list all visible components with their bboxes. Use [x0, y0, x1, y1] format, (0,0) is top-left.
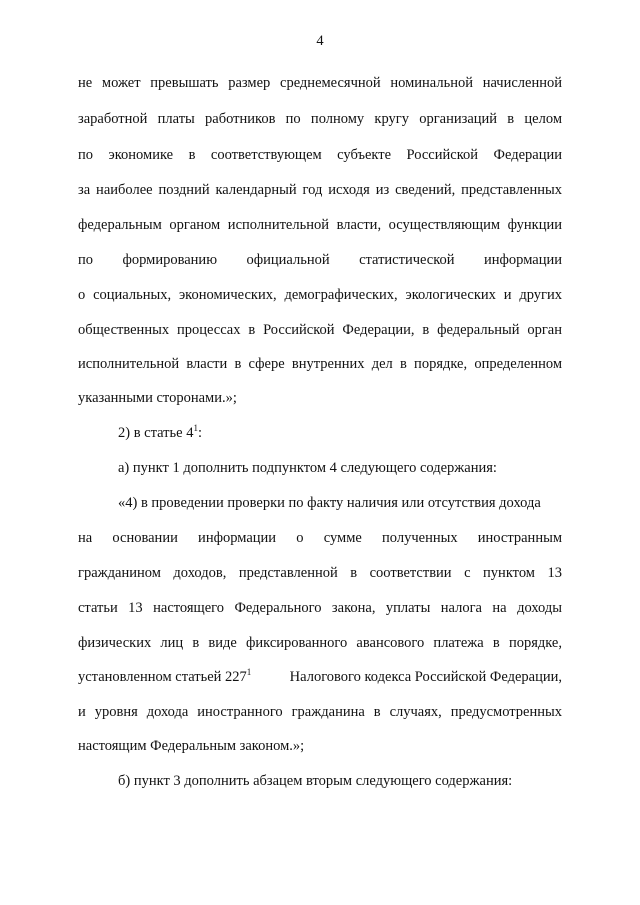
- text-line: «4) в проведении проверки по факту наличия или отсутствия дохода: [118, 495, 541, 511]
- text-line: о социальных, экономических, демографических, экологических и других: [78, 287, 562, 303]
- page-number: 4: [316, 33, 324, 49]
- text-line: не может превышать размер среднемесячной номинальной начисленной: [78, 75, 562, 91]
- text-line: статьи 13 настоящего Федерального закона, уплаты налога на доходы: [78, 600, 562, 616]
- text-line: физических лиц в виде фиксированного авансового платежа в порядке,: [78, 635, 562, 651]
- tax-line: [78, 668, 562, 686]
- text-line: на основании информации о сумме полученных иностранным: [78, 530, 562, 546]
- text-line: по экономике в соответствующем субъекте Российской Федерации: [78, 147, 562, 163]
- article-item-sup: 1: [193, 423, 198, 433]
- text-line: а) пункт 1 дополнить подпунктом 4 следующего содержания:: [118, 460, 497, 476]
- tax-line-suffix: Налогового кодекса Российской Федерации,: [289, 669, 562, 685]
- article-item-prefix: 2) в статье 4: [118, 425, 194, 441]
- tax-line-sup: 1: [246, 667, 252, 677]
- text-line: заработной платы работников по полному кругу организаций в целом: [78, 111, 562, 127]
- text-line: федеральным органом исполнительной власти, осуществляющим функции: [78, 217, 562, 233]
- text-line: б) пункт 3 дополнить абзацем вторым следующего содержания:: [118, 773, 513, 789]
- article-item: [118, 424, 202, 442]
- article-item-suffix: :: [197, 425, 202, 441]
- text-line: за наиболее поздний календарный год исходя из сведений, представленных: [78, 182, 562, 198]
- text-line: настоящим Федеральным законом.»;: [78, 738, 305, 754]
- text-line: исполнительной власти в сфере внутренних дел в порядке, определенном: [78, 356, 562, 372]
- text-line: гражданином доходов, представленной в соответствии с пунктом 13: [78, 565, 562, 581]
- tax-line-prefix: установленном статьей 227: [78, 669, 247, 685]
- text-line: общественных процессах в Российской Федерации, в федеральный орган: [78, 322, 562, 338]
- text-line: по формированию официальной статистической информации: [78, 252, 562, 268]
- text-line: указанными сторонами.»;: [78, 390, 237, 406]
- text-line: и уровня дохода иностранного гражданина в случаях, предусмотренных: [78, 704, 562, 720]
